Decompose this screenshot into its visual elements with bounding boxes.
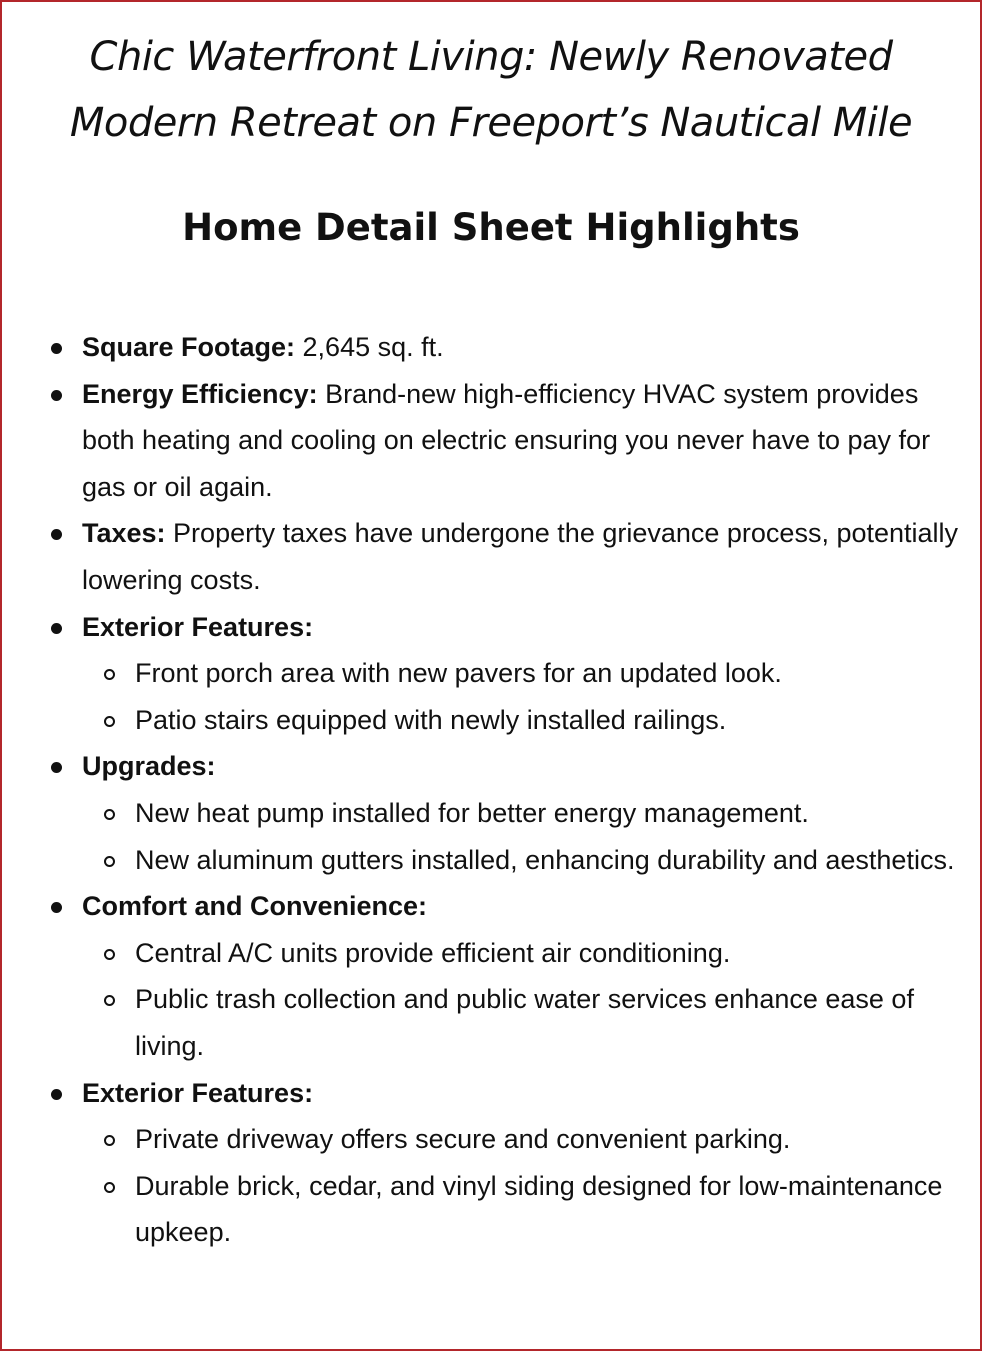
bullet-icon (51, 1089, 62, 1100)
title-line-2: Modern Retreat on Freeport’s Nautical Mile (69, 100, 913, 146)
list-item-exterior-features-2 (82, 1070, 962, 1256)
sub-list-item (135, 930, 962, 977)
sub-item-text: New heat pump installed for better energy management. (135, 797, 809, 828)
circle-bullet-icon (104, 716, 115, 727)
section-heading: Home Detail Sheet Highlights (182, 206, 800, 249)
circle-bullet-icon (104, 669, 115, 680)
sub-list-item (135, 1116, 962, 1163)
list-item-taxes (82, 510, 962, 603)
circle-bullet-icon (104, 856, 115, 867)
bullet-icon (51, 902, 62, 913)
item-label: Exterior Features: (82, 611, 314, 642)
sub-list-item (135, 837, 962, 884)
sub-item-text: Public trash collection and public water services enhance ease of living. (135, 984, 914, 1061)
sub-list-item (135, 650, 962, 697)
sub-item-text: Durable brick, cedar, and vinyl siding designed for low-maintenance upkeep. (135, 1170, 943, 1248)
sub-item-text: New aluminum gutters installed, enhancing durability and aesthetics. (135, 844, 955, 875)
sub-item-text: Front porch area with new pavers for an updated look. (135, 658, 782, 689)
sub-list-item (135, 1163, 962, 1256)
item-text: Brand-new high-efficiency HVAC system provides both heating and cooling on electric ensuring you never have to pay for gas or oil again. (82, 378, 931, 502)
sub-item-text: Central A/C units provide efficient air conditioning. (135, 937, 731, 968)
circle-bullet-icon (104, 949, 115, 960)
bullet-icon (51, 390, 62, 401)
item-label: Energy Efficiency: (82, 378, 318, 409)
title-line-1: Chic Waterfront Living: Newly Renovated (89, 34, 893, 80)
item-label: Taxes: (82, 518, 166, 549)
sub-list-item (135, 697, 962, 744)
circle-bullet-icon (104, 1135, 115, 1146)
item-label: Square Footage: (82, 332, 296, 362)
list-item-square-footage (82, 324, 962, 371)
sub-item-text: Patio stairs equipped with newly installed railings. (135, 704, 727, 735)
sub-list (82, 790, 962, 883)
highlights-list (82, 324, 962, 1256)
sub-list (82, 650, 962, 743)
list-item-comfort-convenience (82, 883, 962, 1069)
bullet-icon (51, 343, 62, 354)
circle-bullet-icon (104, 995, 115, 1006)
sub-list (82, 1116, 962, 1256)
list-item-upgrades (82, 743, 962, 883)
sub-item-text: Private driveway offers secure and convenient parking. (135, 1124, 791, 1155)
circle-bullet-icon (104, 809, 115, 820)
item-label: Comfort and Convenience: (82, 891, 428, 922)
item-label: Exterior Features: (82, 1077, 314, 1108)
sub-list-item (135, 976, 962, 1069)
item-text: Property taxes have undergone the grievance process, potentially lowering costs. (82, 518, 959, 595)
list-item-energy-efficiency (82, 371, 962, 511)
item-label: Upgrades: (82, 751, 216, 782)
list-item-exterior-features (82, 604, 962, 744)
bullet-icon (51, 529, 62, 540)
circle-bullet-icon (104, 1182, 115, 1193)
page-title (2, 24, 980, 156)
item-text: 2,645 sq. ft. (295, 332, 444, 362)
sub-list-item (135, 790, 962, 837)
bullet-icon (51, 623, 62, 634)
bullet-icon (51, 762, 62, 773)
sub-list (82, 930, 962, 1070)
